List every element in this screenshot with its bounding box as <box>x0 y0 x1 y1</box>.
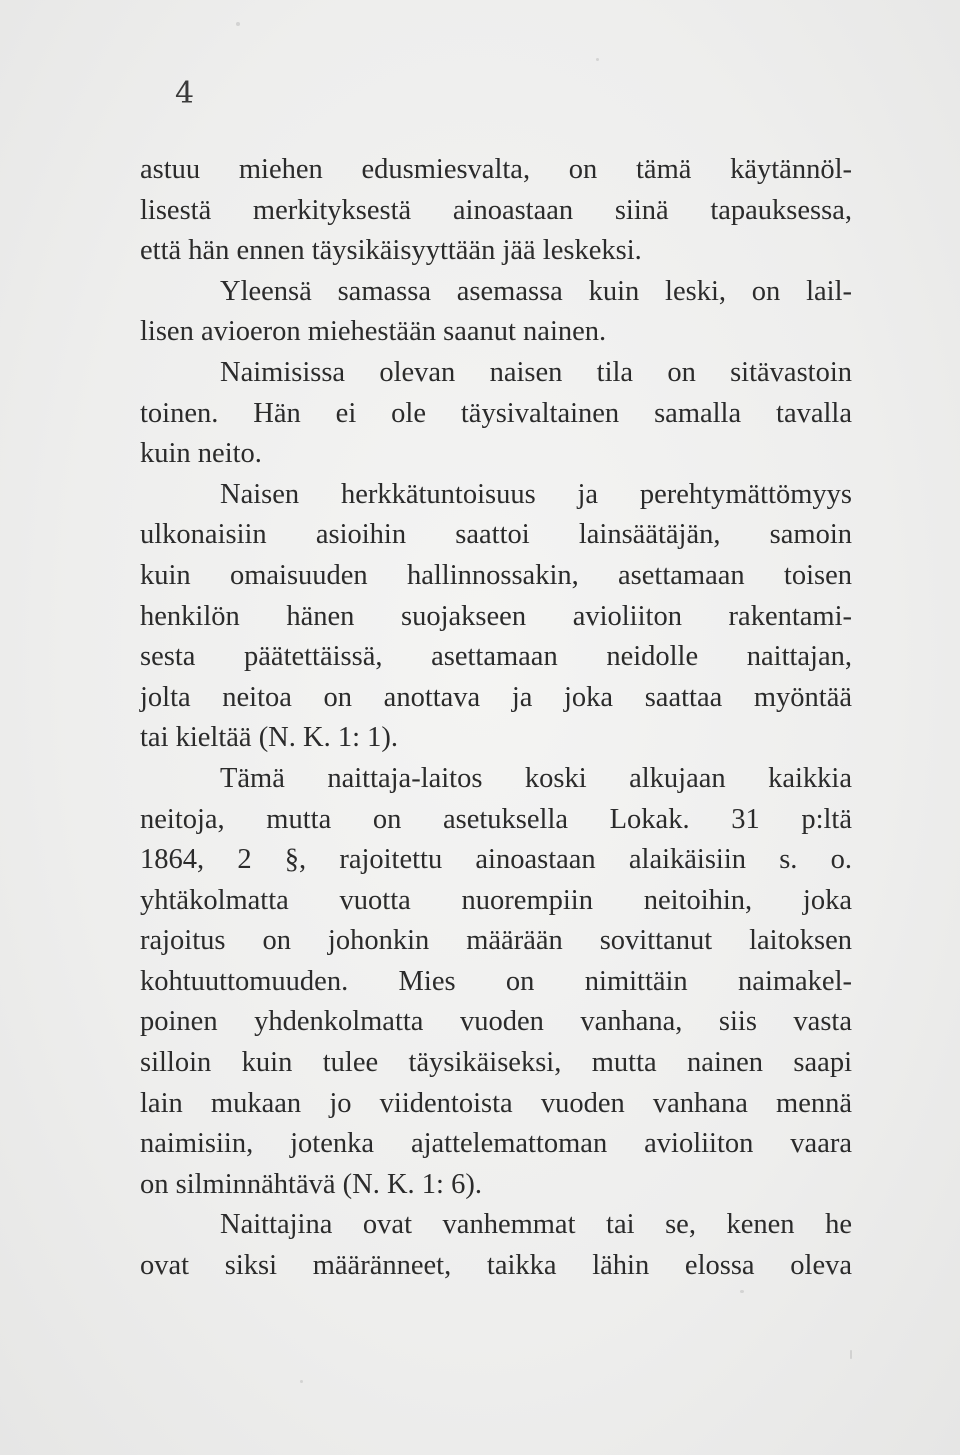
text-line: Naittajina ovat vanhemmat tai se, kenen he <box>220 1209 852 1241</box>
text-line: sesta päätettäissä, asettamaan neidolle naittajan, <box>140 641 852 673</box>
paper-speck <box>850 1350 852 1359</box>
text-line: silloin kuin tulee täysikäiseksi, mutta nainen saapi <box>140 1047 852 1079</box>
text-line: kuin omaisuuden hallinnossakin, asettamaan toisen <box>140 559 852 591</box>
text-line: on silminnähtävä (N. K. 1: 6). <box>140 1168 482 1200</box>
text-line: lain mukaan jo viidentoista vuoden vanhana mennä <box>140 1087 852 1119</box>
text-line: henkilön hänen suojakseen avioliiton rakentami- <box>140 600 852 632</box>
text-line: tai kieltää (N. K. 1: 1). <box>140 722 399 754</box>
text-line: yhtäkolmatta vuotta nuorempiin neitoihin, joka <box>140 884 852 916</box>
text-line: Tämä naittaja-laitos koski alkujaan kaikkia <box>220 762 852 794</box>
text-line: kohtuuttomuuden. Mies on nimittäin naimakel- <box>140 965 852 997</box>
text-line: jolta neitoa on anottava ja joka saattaa myöntää <box>140 681 852 713</box>
text-line: lisen avioeron miehestään saanut nainen. <box>140 316 607 348</box>
text-line: ulkonaisiin asioihin saattoi lainsäätäjän, samoin <box>140 519 852 551</box>
paper-speck <box>300 1380 303 1383</box>
text-line: Yleensä samassa asemassa kuin leski, on lail- <box>220 275 852 307</box>
text-line: toinen. Hän ei ole täysivaltainen samalla tavalla <box>140 397 852 429</box>
text-line: poinen yhdenkolmatta vuoden vanhana, siis vasta <box>140 1006 852 1038</box>
text-line: kuin neito. <box>140 438 262 470</box>
text-line: neitoja, mutta on asetuksella Lokak. 31 p:ltä <box>140 803 852 835</box>
body-text <box>140 150 852 1287</box>
text-line: 1864, 2 §, rajoitettu ainoastaan alaikäisiin s. o. <box>140 844 852 876</box>
paper-speck <box>740 1290 744 1293</box>
page-number: 4 <box>175 76 195 111</box>
text-line: Naimisissa olevan naisen tila on sitävastoin <box>220 356 852 388</box>
paper-speck <box>236 22 240 26</box>
text-line: rajoitus on johonkin määrään sovittanut laitoksen <box>140 925 852 957</box>
paper-speck <box>596 58 599 61</box>
text-line: ovat siksi määränneet, taikka lähin elossa oleva <box>140 1250 852 1282</box>
text-line: Naisen herkkätuntoisuus ja perehtymättömyys <box>220 478 852 510</box>
text-line: että hän ennen täysikäisyyttään jää leskeksi. <box>140 235 642 267</box>
text-line: astuu miehen edusmiesvalta, on tämä käytännöl- <box>140 154 852 185</box>
text-line: lisestä merkityksestä ainoastaan siinä tapauksessa, <box>140 194 852 226</box>
text-line: naimisiin, jotenka ajattelemattoman avioliiton vaara <box>140 1128 852 1160</box>
